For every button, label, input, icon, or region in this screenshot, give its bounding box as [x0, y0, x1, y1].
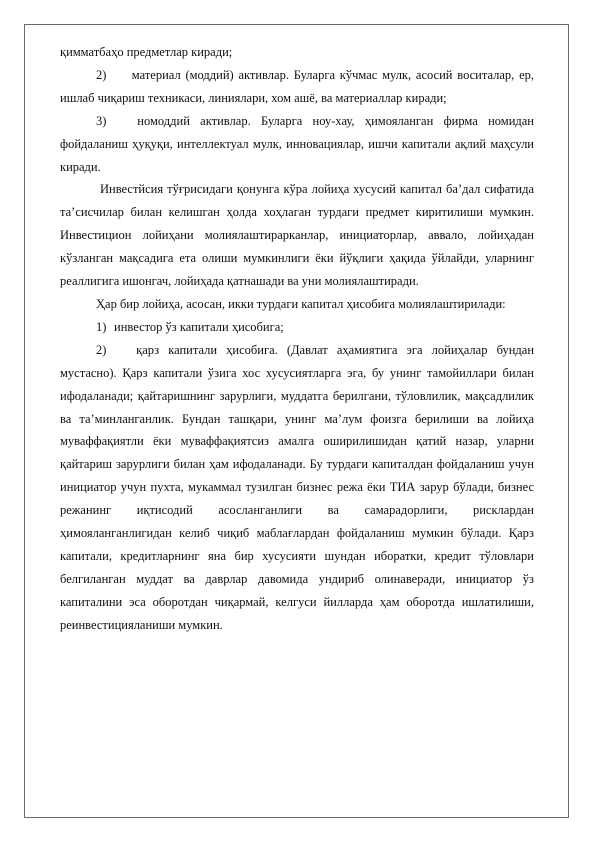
list-number: 2)	[96, 67, 107, 82]
list-item-material-assets	[60, 64, 534, 110]
list-number: 1)	[96, 319, 107, 334]
paragraph-investment-law: Инвестйсия тўғрисидаги қонунга кўра лойиҳа хусусий капитал ба’дал сифатида та’сисчилар билан келишган ҳолда хоҳлаган турдаги предмет киритилиши мумкин. Инвестицион лойиҳани молиялаштирарканлар, инициаторлар, аввало, лойиҳадан кўзланган мақсадига ета олиши мумкинлиги ёки йўқлиги ҳақида ўйлайди, уларнинг реаллигига ишонгач, лойиҳада қатнашади ва уни молиялаштиради.	[60, 182, 534, 289]
paragraph-capital-types: Ҳар бир лойиҳа, асосан, икки турдаги капитал ҳисобига молиялаштирилади:	[96, 296, 506, 311]
list-item-investor-capital	[60, 316, 534, 339]
paragraph-continuation: қимматбаҳо предметлар киради;	[60, 45, 233, 59]
list-number: 3)	[96, 113, 107, 128]
list-number: 2)	[96, 342, 107, 357]
list-text: номоддий активлар. Буларга ноу-хау, ҳимояланган фирма номидан фойдаланиш ҳуқуқи, интеллектуал мулк, инновациялар, ишчи капитали ақлий маҳсули киради.	[60, 113, 534, 174]
list-item-intangible-assets	[60, 110, 534, 179]
list-text: инвестор ўз капитали ҳисобига;	[114, 319, 284, 334]
list-item-debt-capital	[60, 339, 534, 637]
list-text: материал (моддий) активлар. Буларга кўчмас мулк, асосий воситалар, ер, ишлаб чиқариш техникаси, линиялари, хом ашё, ва материаллар киради;	[60, 67, 534, 105]
document-body	[60, 41, 534, 637]
list-text: қарз капитали ҳисобига. (Давлат аҳамиятига эга лойиҳалар бундан мустасно). Қарз капитали ўзига хос хусусиятларга эга, бу унинг тамойиллари билан ифодаланади; қайтаришнинг зарурлиги, муддатга берилгани, тўловлилик, мақсадлилик ва та’минланганлик. Бундан ташқари, унинг ма’лум фоизга берилиши ва лойиҳа муваффақиятли ёки муваффақиятсиз амалга оширилишидан қатий назар, уларни қайтариш зарурлиги билан ҳам ифодаланади. Бу турдаги капиталдан фойдаланиш учун инициатор учун пухта, мукаммал тузилган бизнес режа ёки ТИА зарур бўлади, бизнес режанинг иқтисодий асосланганлиги ва самарадорлиги, рисклардан ҳимояланганлигидан келиб чиқиб маблағлардан фойдаланиш мумкин бўлади. Қарз капитали, кредитларнинг яна бир хусусияти шундан иборатки, кредит тўловлари белгиланган муддат ва даврлар давомида ундириб олинаверади, инициатор ўз капиталини эса оборотдан чиқармай, келгуси йилларда ҳам оборотда ишлатилиши, реинвестицияланиши мумкин.	[60, 342, 535, 632]
